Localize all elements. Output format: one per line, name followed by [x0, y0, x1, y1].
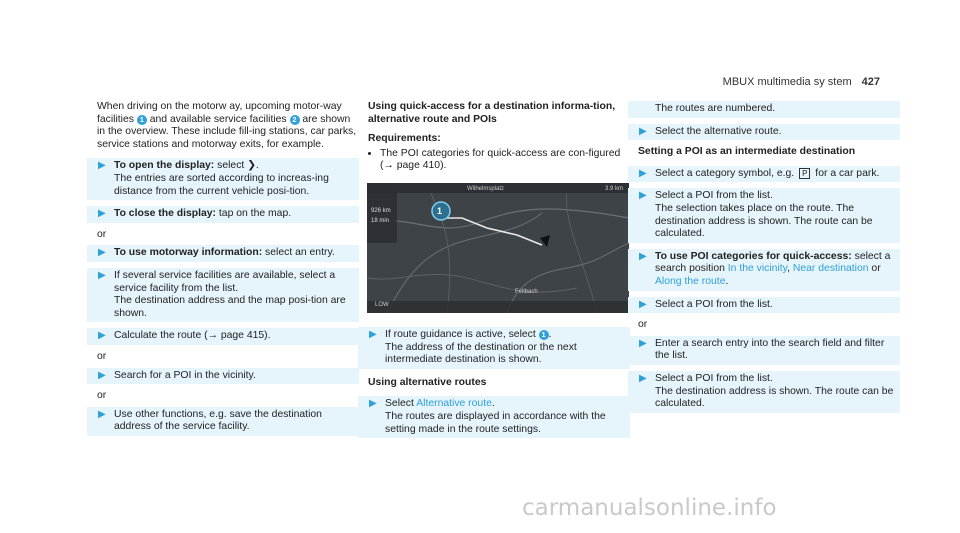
step-arrow-icon: ▶ — [369, 398, 377, 410]
map-place-label: Fellbach — [515, 288, 538, 295]
step-arrow-icon: ▶ — [639, 298, 647, 310]
step-arrow-icon: ▶ — [639, 372, 647, 384]
or-text: or — [97, 228, 107, 240]
step-use-motorway: ▶ To use motorway information: select an entry. — [87, 245, 359, 262]
step-enter-search: ▶ Enter a search entry into the search field and filter the list. — [628, 336, 900, 365]
step-other-functions: ▶ Use other functions, e.g. save the destination address of the service facility. — [87, 407, 359, 436]
section-heading-quick-access: Using quick-access for a destination informa-tion, alternative route and POIs — [368, 101, 616, 125]
alternative-route-link[interactable]: Alternative route — [416, 398, 492, 410]
header-title: MBUX multimedia sy stem — [722, 76, 852, 88]
step-arrow-icon: ▶ — [98, 330, 106, 342]
chevron-right-icon: ❯ — [247, 160, 256, 172]
navigation-map-image — [367, 183, 629, 313]
column-3 — [638, 101, 900, 419]
page-header — [723, 76, 880, 89]
step-arrow-icon: ▶ — [639, 190, 647, 202]
callout-badge-1: 1 — [137, 115, 147, 125]
map-drawing — [367, 183, 629, 313]
section-heading-alt-routes: Using alternative routes — [368, 376, 487, 388]
step-several-facilities: ▶ If several service facilities are available, select a service facility from the list. The destination address and the map posi-tion are shown. — [87, 268, 359, 322]
requirements-list — [368, 148, 630, 173]
step-search-poi: ▶ Search for a POI in the vicinity. — [87, 368, 359, 385]
requirement-item: • The POI categories for quick-access are con-figured (→ page 410). — [380, 148, 630, 173]
step-select-poi-3: ▶ Select a POI from the list. The destination address is shown. The route can be calculated. — [628, 371, 900, 413]
section-heading-poi: Setting a POI as an intermediate destination — [638, 146, 856, 158]
step-arrow-icon: ▶ — [639, 125, 647, 137]
step-arrow-icon: ▶ — [98, 247, 106, 259]
step-arrow-icon: ▶ — [98, 408, 106, 420]
step-select-poi: ▶ Select a POI from the list. The selection takes place on the route. The destination address is shown. The route can be calculated. — [628, 188, 900, 242]
map-callout-badge: 1 — [437, 205, 443, 216]
or-text: or — [97, 390, 107, 402]
step-route-guidance: ▶ If route guidance is active, select 1 . The address of the destination or the next intermediate destination is shown. — [358, 327, 630, 369]
step-select-alt-route: ▶ Select the alternative route. — [628, 124, 900, 141]
requirements-label: Requirements: — [368, 133, 441, 145]
or-text: or — [97, 350, 107, 362]
near-destination-link[interactable]: Near destination — [792, 263, 869, 275]
step-arrow-icon: ▶ — [639, 167, 647, 179]
column-1 — [97, 101, 359, 442]
step-select-category: ▶ Select a category symbol, e.g. P for a car park. — [628, 166, 900, 183]
map-time: 18 min — [371, 217, 390, 224]
step-arrow-icon: ▶ — [639, 250, 647, 262]
step-arrow-icon: ▶ — [639, 337, 647, 349]
map-distance-top: 3.9 km — [604, 185, 623, 192]
step-arrow-icon: ▶ — [98, 160, 106, 172]
step-poi-quick-access: ▶ To use POI categories for quick-access: select a search position In the vicinity, Near destination or Along the route. — [628, 249, 900, 291]
step-arrow-icon: ▶ — [98, 269, 106, 281]
step-select-poi-2: ▶ Select a POI from the list. — [628, 297, 900, 314]
step-open-display: ▶ To open the display: select ❯. The entries are sorted according to increas-ing distance from the current vehicle posi-tion. — [87, 158, 359, 200]
step-arrow-icon: ▶ — [369, 328, 377, 340]
step-select-alternative: ▶ Select Alternative route. The routes are displayed in accordance with the setting made in the route settings. — [358, 396, 630, 438]
intro-paragraph: When driving on the motorw ay, upcoming motor-way facilities 1 and available service facilities 2 are shown in the overview. These include fill-ing stations, car parks, service stations and motorway exits, for example. — [97, 101, 357, 150]
map-street-label: Wilhelmsplatz — [467, 185, 505, 192]
watermark-text: carmanualsonline.info — [522, 495, 777, 521]
map-distance-1: 926 km — [371, 207, 391, 214]
step-calculate-route: ▶ Calculate the route (→ page 415). — [87, 328, 359, 345]
in-the-vicinity-link[interactable]: In the vicinity — [727, 263, 788, 275]
map-low-label: LOW — [375, 302, 389, 309]
callout-badge-2: 2 — [290, 115, 300, 125]
page-number: 427 — [861, 76, 880, 88]
parking-icon: P — [799, 168, 810, 179]
along-the-route-link[interactable]: Along the route — [655, 275, 726, 287]
step-arrow-icon: ▶ — [98, 369, 106, 381]
or-text: or — [638, 319, 648, 331]
step-arrow-icon: ▶ — [98, 208, 106, 220]
routes-numbered-note: The routes are numbered. — [628, 101, 900, 118]
step-close-display: ▶ To close the display: tap on the map. — [87, 206, 359, 223]
callout-badge-1: 1 — [539, 330, 549, 340]
column-2 — [368, 101, 630, 444]
